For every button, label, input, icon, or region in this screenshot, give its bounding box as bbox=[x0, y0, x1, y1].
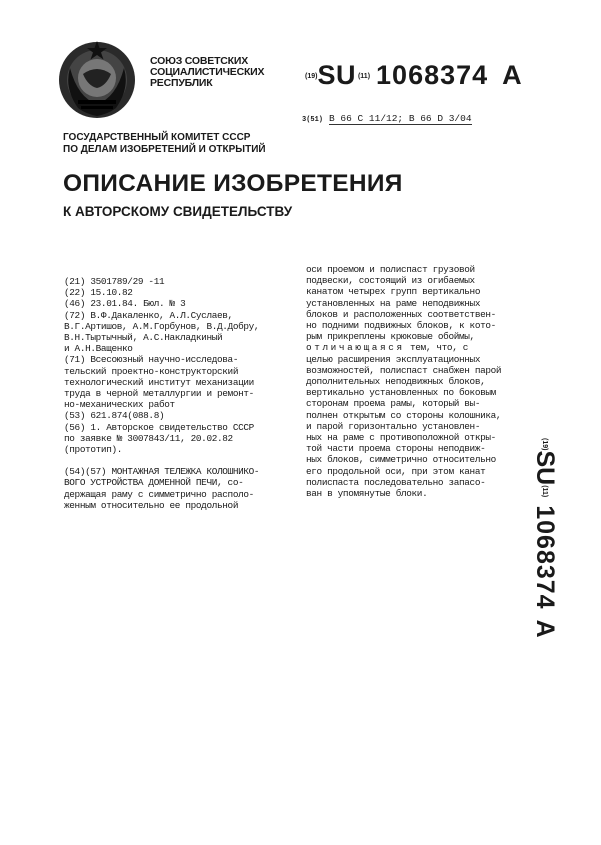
number-code-label: (11) bbox=[357, 73, 371, 80]
abstract-line: ных блоков, симметрично относительно bbox=[306, 454, 496, 466]
vertical-patent-number bbox=[533, 438, 563, 678]
biblio-line: (71) Всесоюзный научно-исследова- bbox=[64, 354, 239, 366]
abstract-line: установленных на раме неподвижных bbox=[306, 297, 481, 309]
biblio-line: по заявке № 3007843/11, 20.02.82 bbox=[64, 432, 233, 444]
distinguishing-tail: тем, что, с bbox=[410, 342, 469, 354]
biblio-line: (22) 15.10.82 bbox=[64, 287, 133, 299]
biblio-line: В.Н.Тыртычный, А.С.Накладкиный bbox=[64, 332, 223, 344]
abstract-line: (54)(57) МОНТАЖНАЯ ТЕЛЕЖКА КОЛОШНИКО- bbox=[64, 466, 260, 478]
org-line: РЕСПУБЛИК bbox=[150, 77, 213, 89]
vertical-patent-number: 1068374 bbox=[531, 505, 559, 610]
abstract-line: той части проема стороны неподвиж- bbox=[306, 443, 486, 455]
vertical-country-code-label: (19) bbox=[541, 438, 548, 451]
biblio-line: (21) 3501789/29 -11 bbox=[64, 276, 165, 287]
document-title: ОПИСАНИЕ ИЗОБРЕТЕНИЯ bbox=[63, 170, 403, 197]
abstract-line: целью расширения эксплуатационных bbox=[306, 353, 481, 365]
org-line: СОЦИАЛИСТИЧЕСКИХ bbox=[150, 66, 265, 78]
abstract-line: держащая раму с симметрично располо- bbox=[64, 488, 254, 500]
abstract-line: ных на раме с противоположной откры- bbox=[306, 432, 496, 444]
ipc-value: B 66 C 11/12; B 66 D 3/04 bbox=[329, 113, 472, 124]
ipc-code-label: 3(51) bbox=[302, 116, 324, 124]
abstract-line-distinguishing bbox=[306, 342, 534, 353]
abstract-line: оси проемом и полиспаст грузовой bbox=[306, 264, 475, 275]
abstract-line: канатом четырех групп вертикально bbox=[306, 286, 481, 298]
committee-name bbox=[63, 132, 266, 156]
ipc-classification bbox=[302, 113, 472, 124]
vertical-country-code: SU bbox=[531, 450, 559, 486]
org-line: СОЮЗ СОВЕТСКИХ bbox=[150, 55, 249, 67]
country-code-label: (19) bbox=[305, 73, 318, 80]
vertical-patent-kind: A bbox=[531, 619, 559, 638]
biblio-line: В.Г.Артишов, А.М.Горбунов, В.Д.Добру, bbox=[64, 320, 260, 332]
abstract-column bbox=[306, 264, 534, 499]
vertical-number-code-label: (11) bbox=[541, 485, 548, 498]
biblio-line: (53) 621.874(088.8) bbox=[64, 410, 165, 422]
biblio-line: (46) 23.01.84. Бюл. № 3 bbox=[64, 298, 186, 310]
abstract-line: сторонам проема рамы, который вы- bbox=[306, 398, 481, 410]
document-subtitle: К АВТОРСКОМУ СВИДЕТЕЛЬСТВУ bbox=[63, 204, 293, 219]
biblio-line: технологический институт механизации bbox=[64, 376, 254, 388]
abstract-line: полиспаста последовательно запасо- bbox=[306, 476, 486, 488]
abstract-line: рым прикреплены крюковые обоймы, bbox=[306, 331, 475, 343]
abstract-line: ВОГО УСТРОЙСТВА ДОМЕННОЙ ПЕЧИ, со- bbox=[64, 477, 244, 489]
patent-number-block bbox=[305, 60, 522, 91]
abstract-line: и парой горизонтально установлен- bbox=[306, 420, 481, 432]
abstract-line: вертикально установленных по боковым bbox=[306, 387, 496, 399]
committee-line: ГОСУДАРСТВЕННЫЙ КОМИТЕТ СССР bbox=[63, 132, 251, 143]
ussr-state-emblem-icon bbox=[56, 38, 138, 120]
biblio-line: (72) В.Ф.Дакаленко, А.Л.Суслаев, bbox=[64, 309, 233, 321]
biblio-line: тельский проектно-конструкторский bbox=[64, 365, 239, 377]
abstract-line: подвески, состоящий из огибаемых bbox=[306, 275, 475, 287]
country-code: SU bbox=[317, 60, 356, 90]
biblio-line: и А.Н.Ващенко bbox=[64, 343, 133, 355]
abstract-line: но подними подвижных блоков, к кото- bbox=[306, 320, 496, 332]
committee-line: ПО ДЕЛАМ ИЗОБРЕТЕНИЙ И ОТКРЫТИЙ bbox=[63, 144, 266, 155]
patent-number: 1068374 bbox=[376, 60, 489, 90]
abstract-line: ван в упомянутые блоки. bbox=[306, 488, 428, 500]
bibliographic-column bbox=[64, 276, 296, 511]
abstract-line: полнен открытым со стороны колошника, bbox=[306, 409, 502, 421]
abstract-line: блоков и расположенных соответствен- bbox=[306, 308, 496, 320]
abstract-line: женным относительно ее продольной bbox=[64, 499, 239, 511]
biblio-line: (прототип). bbox=[64, 444, 123, 456]
biblio-line: (56) 1. Авторское свидетельство СССР bbox=[64, 421, 254, 433]
org-name bbox=[150, 56, 264, 89]
abstract-line: дополнительных неподвижных блоков, bbox=[306, 376, 486, 388]
abstract-line: возможностей, полиспаст снабжен парой bbox=[306, 364, 502, 376]
patent-kind: A bbox=[502, 60, 523, 90]
distinguishing-phrase: отличающаяся bbox=[306, 342, 405, 354]
abstract-line: его продольной оси, при этом канат bbox=[306, 465, 486, 477]
biblio-line: но-механических работ bbox=[64, 399, 175, 411]
biblio-line: труда в черной металлургии и ремонт- bbox=[64, 388, 254, 400]
